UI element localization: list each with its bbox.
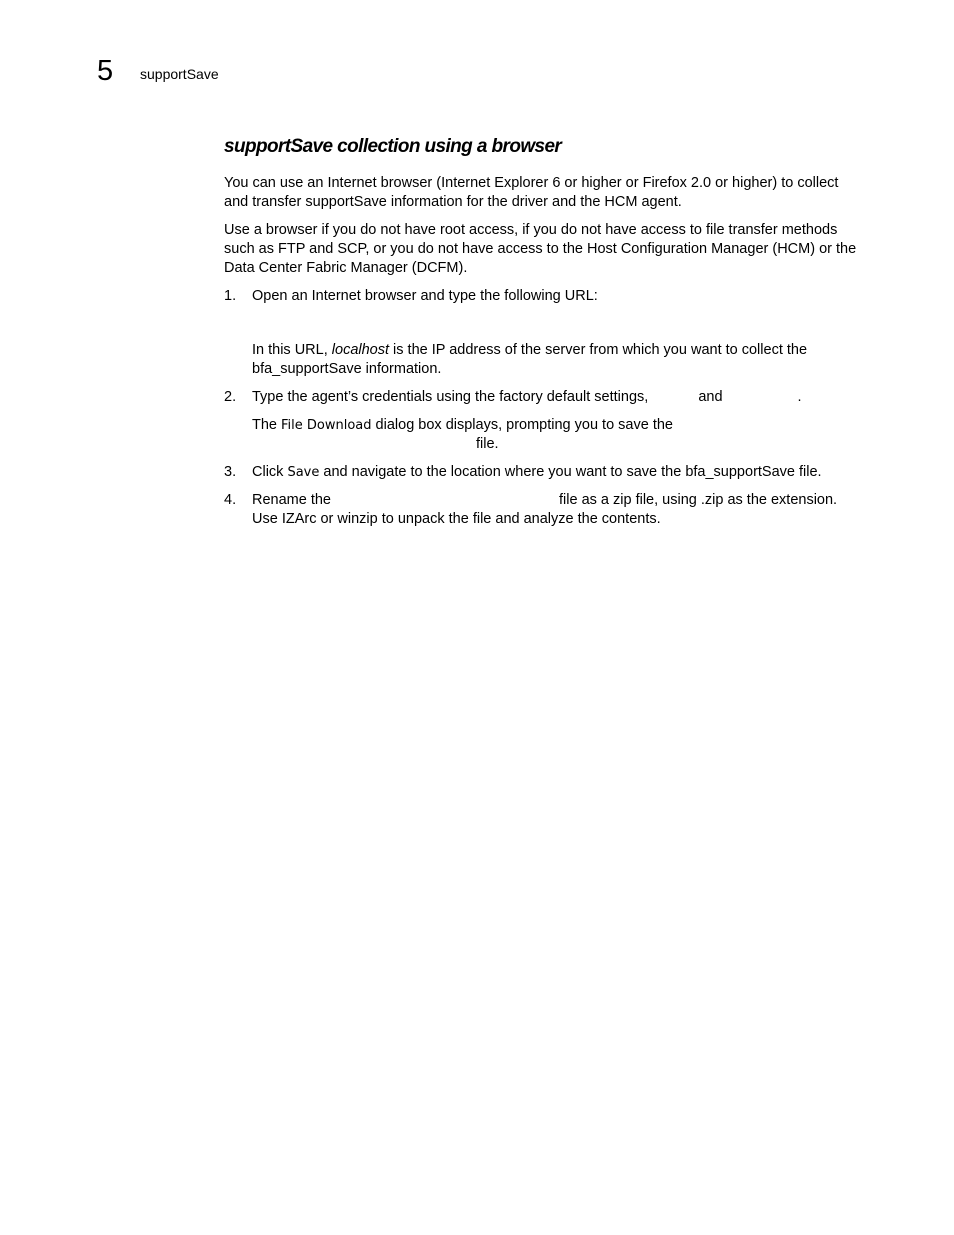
step-number: 3. bbox=[224, 464, 237, 480]
list-item bbox=[224, 491, 864, 529]
step-text bbox=[252, 491, 864, 529]
list-item bbox=[224, 463, 864, 482]
file-download-term: File Download bbox=[281, 418, 372, 433]
url-placeholder bbox=[252, 306, 864, 341]
note-suffix: is the IP address of the server from which you want to collect the bfa_supportSave information. bbox=[252, 342, 808, 377]
chapter-number: 5 bbox=[97, 55, 114, 87]
list-item bbox=[224, 287, 864, 379]
step-text bbox=[252, 463, 864, 482]
step-text-prefix: Type the agent’s credentials using the factory default settings, bbox=[252, 389, 649, 405]
step-note bbox=[252, 341, 864, 379]
step-text-end: . bbox=[797, 389, 802, 405]
intro-paragraph: Use a browser if you do not have root access, if you do not have access to file transfer methods such as FTP and SCP, or you do not have access to the Host Configuration Manager (HCM) or the Data Center Fabric Manager (DCFM). bbox=[224, 222, 857, 276]
step-text: Open an Internet browser and type the following URL: bbox=[252, 288, 598, 304]
save-term: Save bbox=[287, 465, 320, 480]
list-item bbox=[224, 388, 864, 454]
steps-list bbox=[224, 287, 864, 529]
step-text-prefix: Click bbox=[252, 464, 288, 480]
sub-mid: dialog box displays, prompting you to save the bbox=[371, 417, 673, 433]
note-localhost: localhost bbox=[331, 342, 390, 358]
step-text-and: and bbox=[698, 389, 723, 405]
step-number: 1. bbox=[224, 288, 237, 304]
step-text-suffix: and navigate to the location where you want to save the bfa_supportSave file. bbox=[319, 464, 822, 480]
sub-end: file. bbox=[476, 436, 499, 452]
step-number: 2. bbox=[224, 389, 237, 405]
chapter-title: supportSave bbox=[140, 66, 219, 82]
step-number: 4. bbox=[224, 492, 237, 508]
section-heading: supportSave collection using a browser bbox=[224, 136, 562, 157]
note-prefix: In this URL, bbox=[252, 342, 332, 358]
step-text bbox=[252, 388, 864, 407]
intro-paragraph: You can use an Internet browser (Internet Explorer 6 or higher or Firefox 2.0 or higher) to collect and transfer supportSave information for the driver and the HCM agent. bbox=[224, 175, 839, 210]
step-sub-paragraph bbox=[252, 416, 864, 454]
page-content bbox=[224, 134, 864, 538]
sub-prefix: The bbox=[252, 417, 282, 433]
step-text-suffix: file as a zip file, using .zip as the extension. Use IZArc or winzip to unpack the file and analyze the contents. bbox=[252, 492, 838, 527]
step-text-prefix: Rename the bbox=[252, 492, 331, 508]
